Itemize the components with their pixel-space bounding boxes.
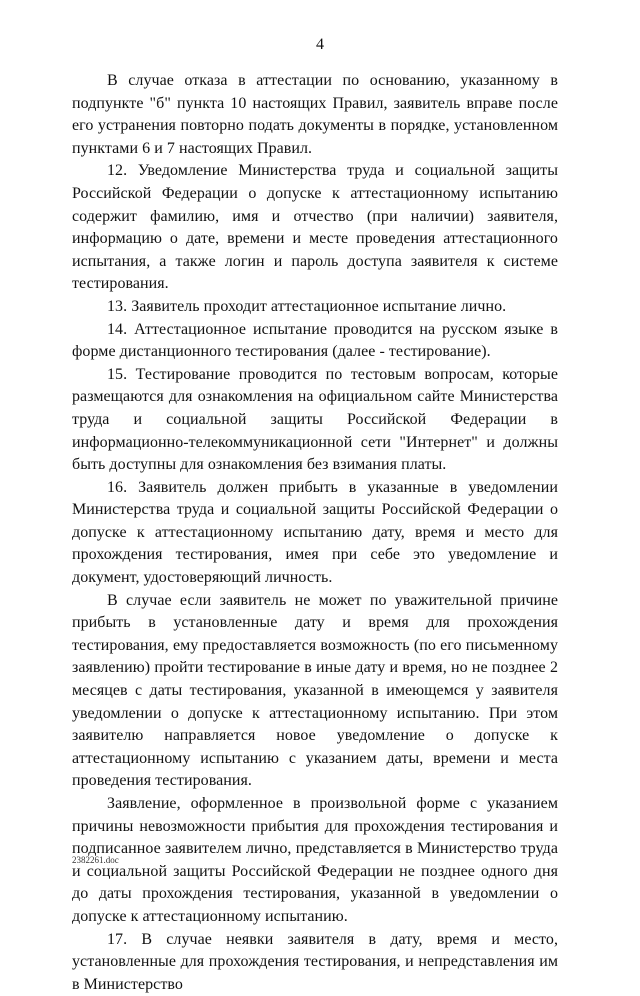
paragraph-14-language: 14. Аттестационное испытание проводится на русском языке в форме дистанционного тестирования (далее - тестирование). <box>72 320 558 361</box>
paragraph-16-application: Заявление, оформленное в произвольной форме с указанием причины невозможности прибытия для прохождения тестирования и подписанное заявителем лично, представляется в Министерство труда и социальной защиты Российской Федерации не позднее одного дня до даты прохождения тестирования, указанной в уведомлении о допуске к аттестационному испытанию. <box>72 795 558 925</box>
footer-doc-code: 2382261.doc <box>72 855 119 865</box>
paragraph-refusal-resubmission: В случае отказа в аттестации по основанию, указанному в подпункте "б" пункта 10 настоящих Правил, заявитель вправе после его устранения повторно подать документы в порядке, установленном пунктами 6 и 7 настоящих Правил. <box>72 72 558 157</box>
paragraph-15-questions: 15. Тестирование проводится по тестовым вопросам, которые размещаются для ознакомления на официальном сайте Министерства труда и социальной защиты Российской Федерации в информационно-телекоммуникационной сети "Интернет" и должны быть доступны для ознакомления без взимания платы. <box>72 365 558 474</box>
paragraph-16-arrival: 16. Заявитель должен прибыть в указанные в уведомлении Министерства труда и социальной защиты Российской Федерации о допуске к аттестационному испытанию дату, время и место для прохождения тестирования, имея при себе это уведомление и документ, удостоверяющий личность. <box>72 478 558 587</box>
paragraph-17-absence: 17. В случае неявки заявителя в дату, время и место, установленные для прохождения тестирования, и непредставления им в Министерство <box>72 930 558 993</box>
paragraph-16-reschedule: В случае если заявитель не может по уважительной причине прибыть в установленные дату и время для прохождения тестирования, ему предоставляется возможность (по его письменному заявлению) пройти тестирование в иные дату и время, но не позднее 2 месяцев с даты тестирования, указанной в имеющемся у заявителя уведомлении о допуске к аттестационному испытанию. При этом заявителю направляется новое уведомление о допуске к аттестационному испытанию с указанием даты, времени и места проведения тестирования. <box>72 591 558 790</box>
page-number: 4 <box>316 36 324 53</box>
document-body <box>72 70 558 996</box>
paragraph-13-personal: 13. Заявитель проходит аттестационное испытание лично. <box>107 297 507 315</box>
paragraph-12-notification: 12. Уведомление Министерства труда и социальной защиты Российской Федерации о допуске к аттестационному испытанию содержит фамилию, имя и отчество (при наличии) заявителя, информацию о дате, времени и месте проведения аттестационного испытания, а также логин и пароль доступа заявителя к системе тестирования. <box>72 162 558 293</box>
